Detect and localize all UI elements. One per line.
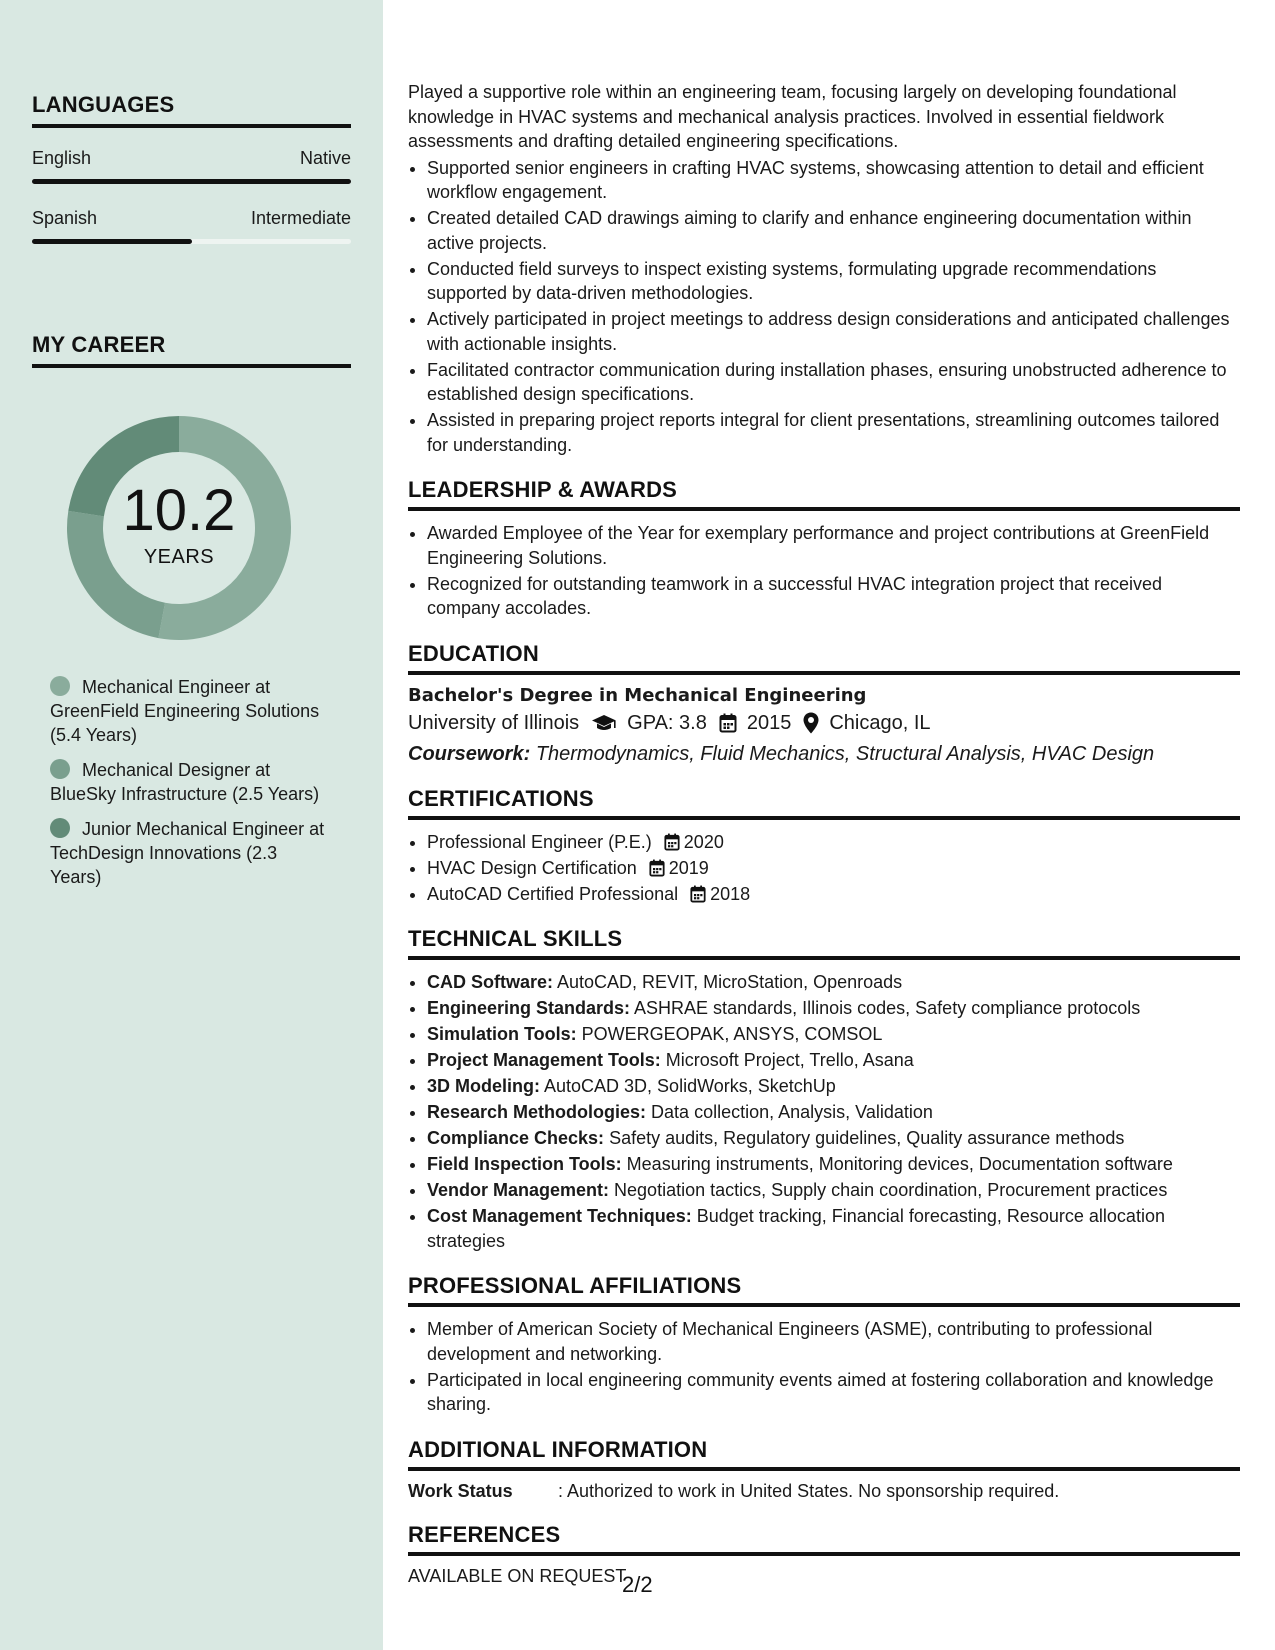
career-list xyxy=(50,675,330,900)
education-location: Chicago, IL xyxy=(829,711,931,734)
skill-value: Measuring instruments, Monitoring devices, Documentation software xyxy=(621,1154,1173,1174)
experience-summary: Played a supportive role within an engineering team, focusing largely on developing foundational knowledge in HVAC systems and mechanical analysis practices. Involved in essential fieldwork assessments and drafting detailed engineering specifications. xyxy=(408,82,1177,151)
career-donut-chart xyxy=(66,415,292,641)
affiliation-item: • Participated in local engineering community events aimed at fostering collaboration and knowledge sharing. xyxy=(427,1368,1240,1417)
certification-name: • AutoCAD Certified Professional xyxy=(427,883,679,904)
skill-label: Research Methodologies: xyxy=(427,1102,647,1122)
career-total xyxy=(66,415,292,641)
skills-list xyxy=(408,970,1240,1253)
language-item-english xyxy=(32,148,351,184)
affiliations-list xyxy=(408,1317,1240,1417)
language-proficiency-bar xyxy=(32,239,351,244)
coursework-label: Coursework: xyxy=(408,742,531,765)
career-item-text: Junior Mechanical Engineer at TechDesign Innovations (2.3 Years) xyxy=(50,819,325,887)
skill-item xyxy=(427,970,1240,995)
skill-label: Field Inspection Tools: xyxy=(427,1154,622,1174)
calendar-icon xyxy=(719,713,737,733)
experience-bullets xyxy=(408,156,1240,458)
career-item xyxy=(50,675,330,747)
certification-year: 2018 xyxy=(710,883,751,904)
education-degree: Bachelor's Degree in Mechanical Engineering xyxy=(408,684,867,706)
calendar-icon xyxy=(649,859,665,877)
legend-dot xyxy=(50,676,70,696)
skill-value: ASHRAE standards, Illinois codes, Safety compliance protocols xyxy=(630,998,1141,1018)
main-content xyxy=(408,80,1240,1587)
certifications-heading: CERTIFICATIONS xyxy=(408,786,1240,820)
calendar-icon xyxy=(690,885,706,903)
experience-bullet: • Supported senior engineers in crafting HVAC systems, showcasing attention to detail and efficient workflow engagement. xyxy=(427,156,1240,205)
certifications-list xyxy=(408,830,1240,907)
skill-label: Simulation Tools: xyxy=(427,1024,577,1044)
language-item-spanish xyxy=(32,208,351,244)
experience-bullet: • Conducted field surveys to inspect existing systems, formulating upgrade recommendations supported by data-driven methodologies. xyxy=(427,257,1240,306)
leadership-item: • Awarded Employee of the Year for exemplary performance and project contributions at GreenField Engineering Solutions. xyxy=(427,521,1240,570)
affiliations-heading: PROFESSIONAL AFFILIATIONS xyxy=(408,1273,1240,1307)
career-item xyxy=(50,817,330,889)
skill-item xyxy=(427,1100,1240,1125)
languages-heading: LANGUAGES xyxy=(32,92,351,128)
language-proficiency-bar xyxy=(32,179,351,184)
references-heading: REFERENCES xyxy=(408,1522,1240,1556)
certification-item xyxy=(427,830,1240,855)
language-level: Native xyxy=(299,148,351,168)
skill-item xyxy=(427,1074,1240,1099)
skill-label: Cost Management Techniques: xyxy=(427,1206,692,1226)
location-pin-icon xyxy=(803,712,819,734)
skill-value: AutoCAD, REVIT, MicroStation, Openroads xyxy=(553,972,903,992)
leadership-heading: LEADERSHIP & AWARDS xyxy=(408,477,1240,511)
career-total-value: 10.2 xyxy=(122,477,236,543)
leadership-item: • Recognized for outstanding teamwork in a successful HVAC integration project that received company accolades. xyxy=(427,572,1240,621)
work-status xyxy=(408,1481,1240,1502)
work-status-value: : Authorized to work in United States. No sponsorship required. xyxy=(558,1480,1060,1501)
certification-name: • HVAC Design Certification xyxy=(427,857,637,878)
skill-label: Engineering Standards: xyxy=(427,998,631,1018)
skill-label: CAD Software: xyxy=(427,972,554,992)
career-section xyxy=(32,332,351,368)
certification-year: 2020 xyxy=(683,831,724,852)
language-proficiency-fill xyxy=(32,239,192,244)
languages-section xyxy=(32,92,351,244)
education-year: 2015 xyxy=(746,711,792,734)
skill-value: AutoCAD 3D, SolidWorks, SketchUp xyxy=(540,1076,836,1096)
skill-label: Project Management Tools: xyxy=(427,1050,661,1070)
skill-item xyxy=(427,1178,1240,1203)
skill-value: Budget tracking, Financial forecasting, Resource allocation strategies xyxy=(427,1206,1165,1251)
career-item-text: Mechanical Designer at BlueSky Infrastructure (2.5 Years) xyxy=(50,760,320,804)
skill-value: Data collection, Analysis, Validation xyxy=(646,1102,933,1122)
additional-info-heading: ADDITIONAL INFORMATION xyxy=(408,1437,1240,1471)
skill-value: Microsoft Project, Trello, Asana xyxy=(660,1050,914,1070)
language-name: English xyxy=(32,148,92,168)
experience-bullet: • Assisted in preparing project reports integral for client presentations, streamlining outcomes tailored for understanding. xyxy=(427,408,1240,457)
education-coursework xyxy=(408,743,1240,766)
skill-item xyxy=(427,1022,1240,1047)
experience-bullet: • Created detailed CAD drawings aiming to clarify and enhance engineering documentation within active projects. xyxy=(427,206,1240,255)
coursework-list: Thermodynamics, Fluid Mechanics, Structural Analysis, HVAC Design xyxy=(535,742,1155,765)
references-text: AVAILABLE ON REQUEST xyxy=(408,1565,627,1586)
career-total-unit: YEARS xyxy=(143,545,215,568)
legend-dot xyxy=(50,818,70,838)
career-item xyxy=(50,758,330,806)
education-school: University of Illinois xyxy=(408,711,580,734)
career-heading: MY CAREER xyxy=(32,332,351,368)
certification-item xyxy=(427,882,1240,907)
sidebar xyxy=(0,0,383,1650)
education-gpa: GPA: 3.8 xyxy=(627,711,707,734)
skill-label: 3D Modeling: xyxy=(427,1076,540,1096)
education-heading: EDUCATION xyxy=(408,641,1240,675)
skill-item xyxy=(427,1152,1240,1177)
experience-bullet: • Actively participated in project meetings to address design considerations and anticipated challenges with actionable insights. xyxy=(427,307,1240,356)
work-status-label: Work Status xyxy=(408,1480,513,1501)
skill-item xyxy=(427,1126,1240,1151)
language-name: Spanish xyxy=(32,208,98,228)
language-level: Intermediate xyxy=(250,208,351,228)
education-details xyxy=(408,712,1240,735)
skill-item xyxy=(427,1048,1240,1073)
skill-value: POWERGEOPAK, ANSYS, COMSOL xyxy=(576,1024,883,1044)
calendar-icon xyxy=(664,833,680,851)
skill-label: Vendor Management: xyxy=(427,1180,610,1200)
leadership-list xyxy=(408,521,1240,621)
legend-dot xyxy=(50,759,70,779)
skill-value: Negotiation tactics, Supply chain coordination, Procurement practices xyxy=(609,1180,1168,1200)
certification-year: 2019 xyxy=(668,857,709,878)
language-proficiency-fill xyxy=(32,179,351,184)
skills-heading: TECHNICAL SKILLS xyxy=(408,926,1240,960)
skill-value: Safety audits, Regulatory guidelines, Quality assurance methods xyxy=(604,1128,1125,1148)
skill-item xyxy=(427,996,1240,1021)
page-number: 2/2 xyxy=(622,1572,653,1597)
certification-item xyxy=(427,856,1240,881)
affiliation-item: • Member of American Society of Mechanical Engineers (ASME), contributing to professional development and networking. xyxy=(427,1317,1240,1366)
skill-item xyxy=(427,1204,1240,1253)
experience-bullet: • Facilitated contractor communication during installation phases, ensuring unobstructed adherence to established design specifications. xyxy=(427,358,1240,407)
skill-label: Compliance Checks: xyxy=(427,1128,605,1148)
career-item-text: Mechanical Engineer at GreenField Engineering Solutions (5.4 Years) xyxy=(50,677,320,745)
certification-name: • Professional Engineer (P.E.) xyxy=(427,831,652,852)
graduation-cap-icon xyxy=(591,713,617,733)
